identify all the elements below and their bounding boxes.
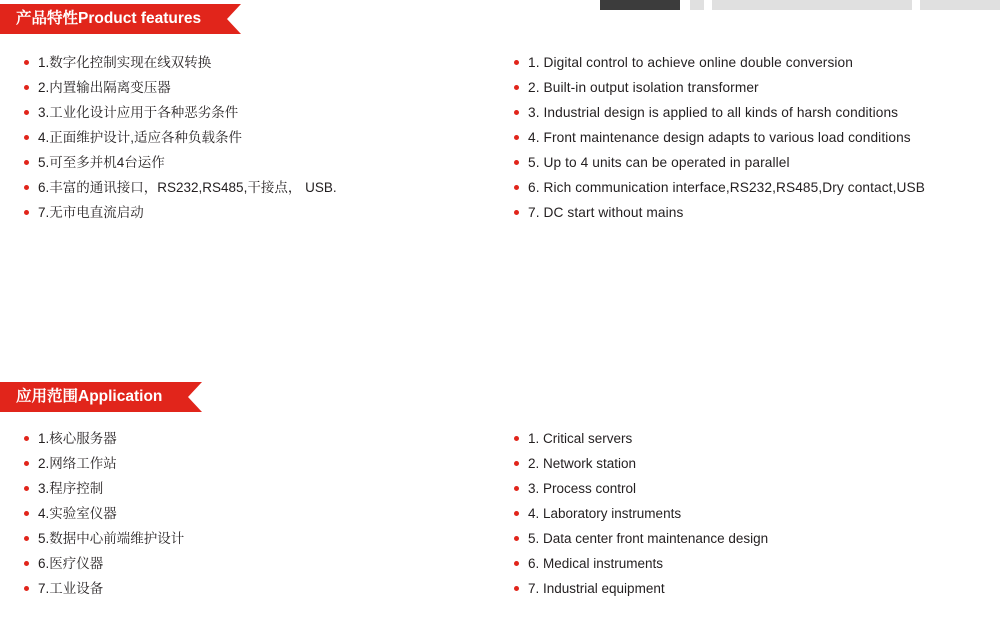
section-product-features bbox=[0, 0, 1000, 300]
application-english-list bbox=[512, 426, 990, 601]
list-item: 7. Industrial equipment bbox=[512, 576, 990, 601]
product-features-heading-wrap bbox=[0, 4, 1000, 34]
list-item: 6.医疗仪器 bbox=[22, 551, 492, 576]
list-item: 1.核心服务器 bbox=[22, 426, 492, 451]
product-features-chinese-column bbox=[22, 50, 492, 225]
list-item: 6. Rich communication interface,RS232,RS485,Dry contact,USB bbox=[512, 175, 990, 200]
list-item: 4.实验室仪器 bbox=[22, 501, 492, 526]
list-item: 4. Front maintenance design adapts to various load conditions bbox=[512, 125, 990, 150]
list-item: 6. Medical instruments bbox=[512, 551, 990, 576]
product-features-columns bbox=[0, 50, 1000, 300]
list-item: 5. Up to 4 units can be operated in parallel bbox=[512, 150, 990, 175]
list-item: 5.可至多并机4台运作 bbox=[22, 150, 492, 175]
list-item: 1.数字化控制实现在线双转换 bbox=[22, 50, 492, 75]
application-columns bbox=[0, 426, 1000, 636]
list-item: 3.程序控制 bbox=[22, 476, 492, 501]
list-item: 6.丰富的通讯接口，RS232,RS485,干接点， USB. bbox=[22, 175, 492, 200]
section-application bbox=[0, 382, 1000, 636]
product-features-chinese-list bbox=[22, 50, 492, 225]
list-item: 2. Network station bbox=[512, 451, 990, 476]
list-item: 5. Data center front maintenance design bbox=[512, 526, 990, 551]
list-item: 4. Laboratory instruments bbox=[512, 501, 990, 526]
application-title: 应用范围Application bbox=[0, 382, 188, 412]
product-features-title: 产品特性Product features bbox=[0, 4, 227, 34]
product-features-english-column bbox=[512, 50, 990, 225]
list-item: 7.工业设备 bbox=[22, 576, 492, 601]
application-english-column bbox=[512, 426, 990, 601]
list-item: 2.网络工作站 bbox=[22, 451, 492, 476]
list-item: 7.无市电直流启动 bbox=[22, 200, 492, 225]
list-item: 3.工业化设计应用于各种恶劣条件 bbox=[22, 100, 492, 125]
list-item: 7. DC start without mains bbox=[512, 200, 990, 225]
list-item: 2. Built-in output isolation transformer bbox=[512, 75, 990, 100]
list-item: 3. Industrial design is applied to all kinds of harsh conditions bbox=[512, 100, 990, 125]
list-item: 1. Critical servers bbox=[512, 426, 990, 451]
list-item: 5.数据中心前端维护设计 bbox=[22, 526, 492, 551]
application-chinese-column bbox=[22, 426, 492, 601]
list-item: 1. Digital control to achieve online double conversion bbox=[512, 50, 990, 75]
application-chinese-list bbox=[22, 426, 492, 601]
list-item: 4.正面维护设计,适应各种负载条件 bbox=[22, 125, 492, 150]
application-heading-wrap bbox=[0, 382, 1000, 412]
list-item: 2.内置输出隔离变压器 bbox=[22, 75, 492, 100]
list-item: 3. Process control bbox=[512, 476, 990, 501]
product-features-english-list bbox=[512, 50, 990, 225]
